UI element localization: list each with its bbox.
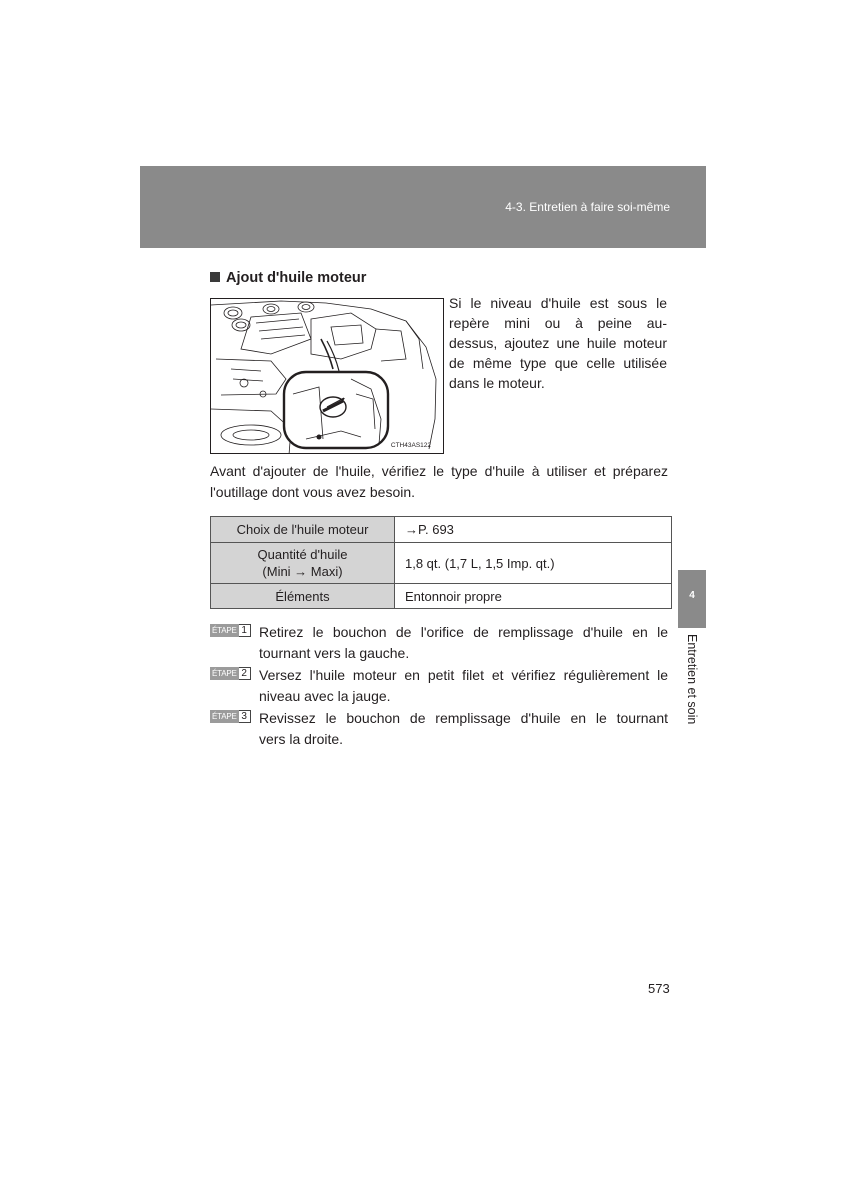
header-band: [140, 166, 706, 248]
table-row: [211, 584, 672, 609]
engine-bay-drawing: [211, 299, 444, 454]
requirements-table: [210, 516, 672, 609]
table-value-cell: Entonnoir propre: [395, 584, 672, 609]
step-text: [259, 622, 668, 663]
chapter-number: 4: [689, 590, 695, 601]
table-label-cell: Choix de l'huile moteur: [211, 517, 395, 543]
step-badge-number: 3: [239, 710, 251, 723]
intro-line: dessus, ajoutez une huile moteur: [449, 335, 667, 351]
table-label-cell: [211, 543, 395, 584]
table-value-cell: 1,8 qt. (1,7 L, 1,5 Imp. qt.): [395, 543, 672, 584]
step-line: Retirez le bouchon de l'orifice de remplissage d'huile en le: [259, 624, 668, 640]
step-badge-label: ÉTAPE: [212, 712, 237, 721]
square-bullet-icon: [210, 272, 220, 282]
intro-line: Si le niveau d'huile est sous le: [449, 295, 667, 311]
table-label-cell: Éléments: [211, 584, 395, 609]
engine-illustration: [210, 298, 444, 454]
table-label-line: (Mini → Maxi): [262, 564, 343, 579]
step-badge: [210, 667, 251, 680]
step-badge: [210, 624, 251, 637]
page-number: 573: [648, 981, 670, 996]
step-badge-label: ÉTAPE: [212, 669, 237, 678]
step-badge-number: 1: [239, 624, 251, 637]
section-heading-text: Ajout d'huile moteur: [226, 270, 367, 286]
intro-line: dans le moteur.: [449, 375, 545, 391]
step-item: [210, 708, 668, 749]
step-line: niveau avec la jauge.: [259, 687, 391, 704]
step-item: [210, 622, 668, 663]
step-item: [210, 665, 668, 706]
figure-code: CTH43AS122: [390, 442, 431, 449]
step-line: Versez l'huile moteur en petit filet et vérifiez régulièrement le: [259, 667, 668, 683]
table-label-line: Quantité d'huile: [257, 547, 348, 562]
chapter-label: Entretien et soin: [685, 634, 699, 725]
chapter-tab: [678, 570, 706, 628]
table-row: [211, 517, 672, 543]
section-title: 4-3. Entretien à faire soi-même: [505, 200, 670, 214]
step-line: tournant vers la gauche.: [259, 644, 410, 661]
table-row: [211, 543, 672, 584]
table-value-cell: →P. 693: [395, 517, 672, 543]
intro-text: [449, 293, 667, 393]
paragraph-line: Avant d'ajouter de l'huile, vérifiez le type d'huile à utiliser et préparez: [210, 463, 668, 479]
section-heading: [210, 270, 366, 286]
intro-line: de même type que celle utilisée: [449, 355, 667, 371]
step-text: [259, 708, 668, 749]
paragraph-line: l'outillage dont vous avez besoin.: [210, 483, 416, 500]
step-badge-number: 2: [239, 667, 251, 680]
step-line: Revissez le bouchon de remplissage d'huile en le tournant: [259, 710, 668, 726]
intro-line: repère mini ou à peine au-: [449, 315, 667, 331]
step-line: vers la droite.: [259, 730, 344, 747]
step-badge-label: ÉTAPE: [212, 626, 237, 635]
step-badge: [210, 710, 251, 723]
preparation-paragraph: [210, 461, 668, 502]
step-text: [259, 665, 668, 706]
